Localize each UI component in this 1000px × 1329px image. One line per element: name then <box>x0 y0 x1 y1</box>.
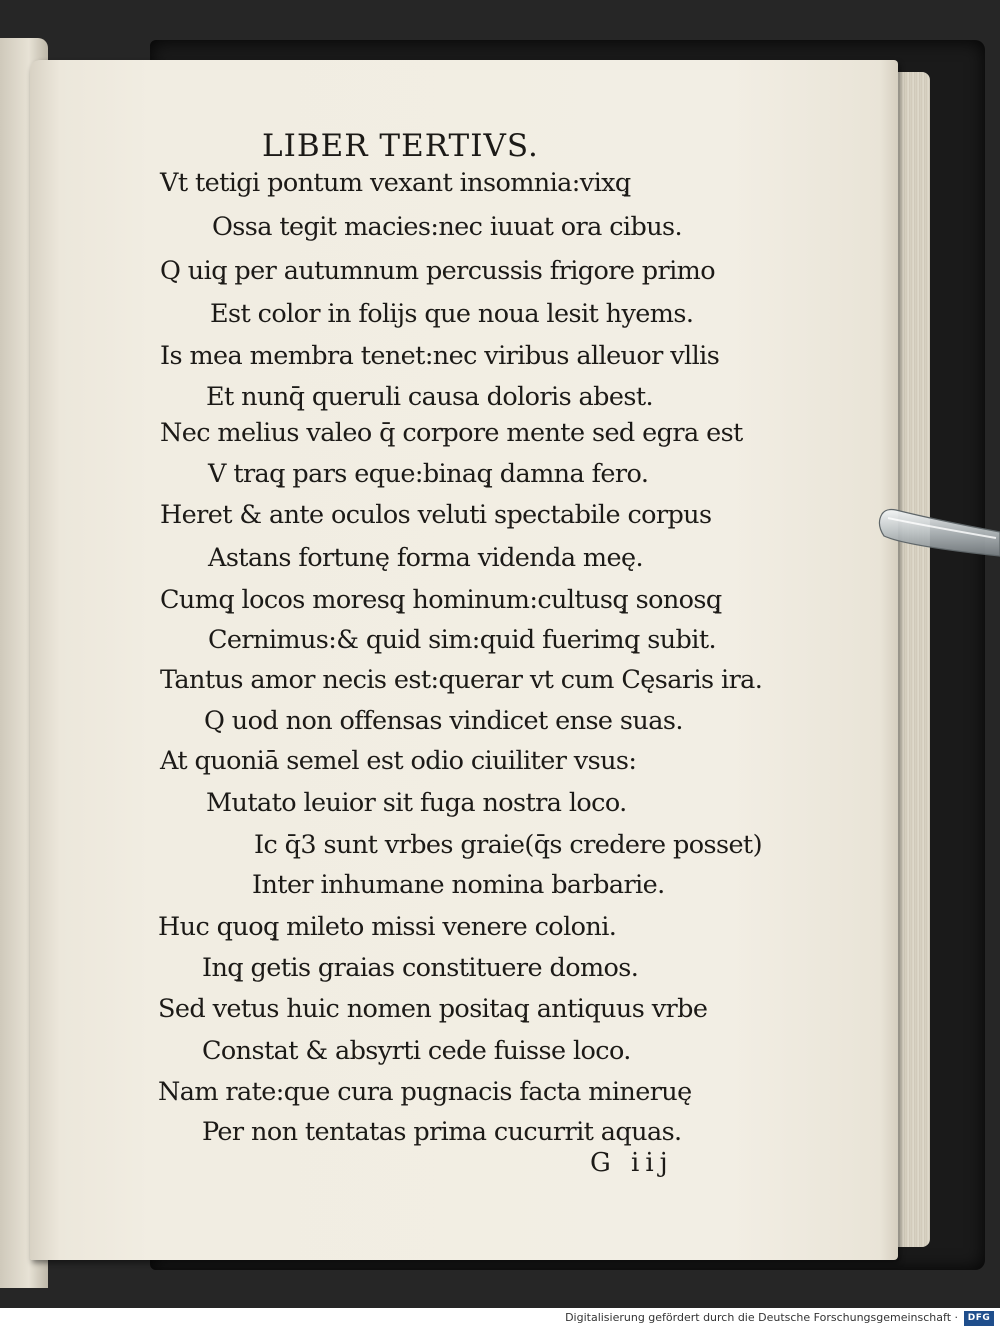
verse-line: Est color in folijs que noua lesit hyems. <box>210 299 694 329</box>
page-clamp-icon <box>876 506 1000 558</box>
verse-line: Q uod non offensas vindicet ense suas. <box>204 706 683 736</box>
verse-line: Astans fortunę forma videnda meę. <box>208 543 644 573</box>
verse-line: V traq̧ pars eque:binaq̧ damna fero. <box>208 459 649 489</box>
verse-line: Heret & ante oculos veluti spectabile corpus <box>160 500 712 530</box>
verse-line: Cumq̧ locos moresq̧ hominum:cultusq̧ sonosq̧ <box>160 585 722 615</box>
verse-line: Ic q̄3 sunt vrbes graie(q̄s credere posset) <box>254 830 762 860</box>
verse-line: Sed vetus huic nomen positaq̧ antiquus vrbe <box>158 994 708 1024</box>
page-heading: LIBER TERTIVS. <box>262 128 539 164</box>
verse-line: Nec melius valeo q̄ corpore mente sed egra est <box>160 418 743 448</box>
verse-line: Tantus amor necis est:querar vt cum Cęsaris ira. <box>160 665 763 695</box>
page-text-block <box>30 60 898 1260</box>
verse-line: Cernimus:& quid sim:quid fuerimq̧ subit. <box>208 625 716 655</box>
verse-line: Is mea membra tenet:nec viribus alleuor vllis <box>160 341 720 371</box>
verse-line: Huc quoq̧ mileto missi venere coloni. <box>158 912 617 942</box>
signature-mark: G iij <box>590 1148 674 1178</box>
verse-line: Inq̧ getis graias constituere domos. <box>202 953 639 983</box>
book-page <box>30 60 898 1260</box>
verse-line: Nam rate:que cura pugnacis facta mineruę <box>158 1077 692 1107</box>
verse-line: Vt tetigi pontum vexant insomnia:vixq̧ <box>160 168 631 198</box>
verse-line: Et nunq̄ queruli causa doloris abest. <box>206 382 654 412</box>
verse-line: Q uiq̧ per autumnum percussis frigore primo <box>160 256 716 286</box>
verse-line: Ossa tegit macies:nec iuuat ora cibus. <box>212 212 683 242</box>
verse-line: At quoniā semel est odio ciuiliter vsus: <box>160 746 637 776</box>
footer-bar <box>0 1308 1000 1329</box>
verse-line: Per non tentatas prima cucurrit aquas. <box>202 1117 682 1147</box>
verse-line: Constat & absyrti cede fuisse loco. <box>202 1036 631 1066</box>
verse-line: Inter inhumane nomina barbarie. <box>252 870 665 900</box>
dfg-logo: DFG <box>964 1311 994 1326</box>
footer-credit: Digitalisierung gefördert durch die Deutsche Forschungsgemeinschaft · <box>565 1311 958 1324</box>
verse-line: Mutato leuior sit fuga nostra loco. <box>206 788 627 818</box>
